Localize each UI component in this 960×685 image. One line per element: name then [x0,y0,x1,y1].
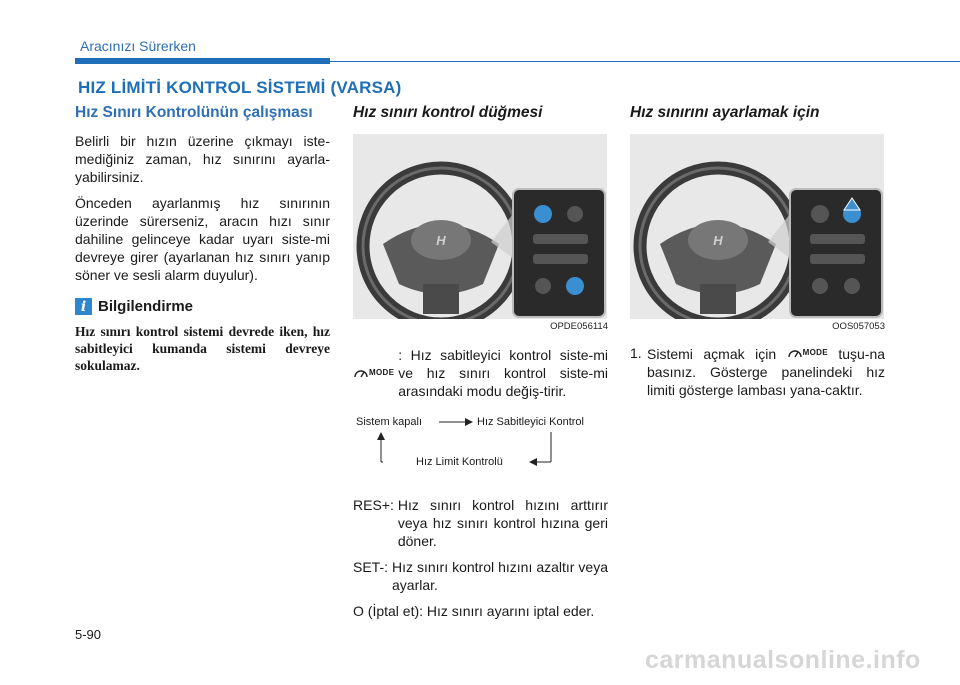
section-label: Aracınızı Sürerken [80,38,196,54]
flow-cruise-control: Hız Sabitleyici Kontrol [477,416,584,428]
step-1 [630,344,885,399]
watermark: carmanualsonline.info [645,646,921,674]
flow-speed-limit: Hız Limit Kontrolü [416,456,503,468]
svg-text:H: H [436,233,446,248]
mode-label-inline: MODE [802,348,828,357]
mode-symbol [353,346,398,400]
cancel-description: O (İptal et): Hız sınırı ayarını iptal eder. [353,603,595,619]
image-code-1: OPDE056114 [550,321,608,332]
info-icon: i [75,298,92,315]
control-button-heading: Hız sınırı kontrol düğmesi [353,104,543,121]
res-description: Hız sınırı kontrol hızını arttırır veya hız sınırı kontrol hızına geri döner. [397,497,608,549]
mode-definition [353,346,608,400]
column-operation [75,104,330,374]
step-text-before: Sistemi açmak için [647,346,777,362]
step-text-after: tuşu-na basınız. Gösterge panelindeki hız limiti gösterge lambası yana-caktır. [647,346,886,398]
res-definition [353,496,608,550]
flow-arrows [353,412,607,482]
steering-wheel-image-2 [630,134,884,319]
mode-description: : Hız sabitleyici kontrol siste-mi ve hız sınırı kontrol siste-mi arasındaki modu değiş-tirir. [398,347,608,399]
page-title: HIZ LİMİTİ KONTROL SİSTEMİ (VARSA) [78,78,402,97]
info-header [75,298,330,315]
operation-paragraph-2: Önceden ayarlanmış hız sınırının üzerinde sürerseniz, aracın hızı sınır dahiline gelinceye kadar uyarı siste-mi devreye girer (ayarlanan hız sınırı yanıp söner ve sesli alarm duyulur). [75,195,330,283]
flow-system-off: Sistem kapalı [356,416,423,428]
info-text: Hız sınırı kontrol sistemi devrede iken, hız sabitleyici kumanda sistemi devreye sokulamaz. [75,324,330,373]
set-limit-heading: Hız sınırını ayarlamak için [630,104,820,121]
mode-label: MODE [369,368,395,377]
mode-symbol-inline [787,344,828,362]
res-term: RES+: [353,497,394,513]
step-number: 1. [630,345,642,361]
column-control-button [353,104,608,628]
operation-paragraph-1: Belirli bir hızın üzerine çıkmayı iste-mediğiniz zaman, hız sınırını ayarla-yabilirsiniz. [75,133,330,185]
set-term: SET-: [353,559,389,575]
speedometer-icon [353,367,369,379]
svg-text:H: H [713,233,723,248]
step-text [647,344,885,399]
steering-wheel-illustration [353,134,607,319]
page-number: 5-90 [75,627,102,642]
speedometer-icon [787,347,803,359]
set-definition [353,558,608,594]
info-title: Bilgilendirme [98,298,194,315]
header-rule [330,61,960,62]
cancel-definition [353,602,608,620]
image-code-2: OOS057053 [832,321,885,332]
steering-wheel-illustration-2 [630,134,884,319]
header-accent-bar [75,58,330,64]
mode-flow-diagram [353,412,607,482]
set-description: Hız sınırı kontrol hızını azaltır veya ayarlar. [392,559,608,593]
steering-wheel-image [353,134,607,319]
operation-heading: Hız Sınırı Kontrolünün çalışması [75,104,313,121]
column-set-limit [630,104,885,399]
